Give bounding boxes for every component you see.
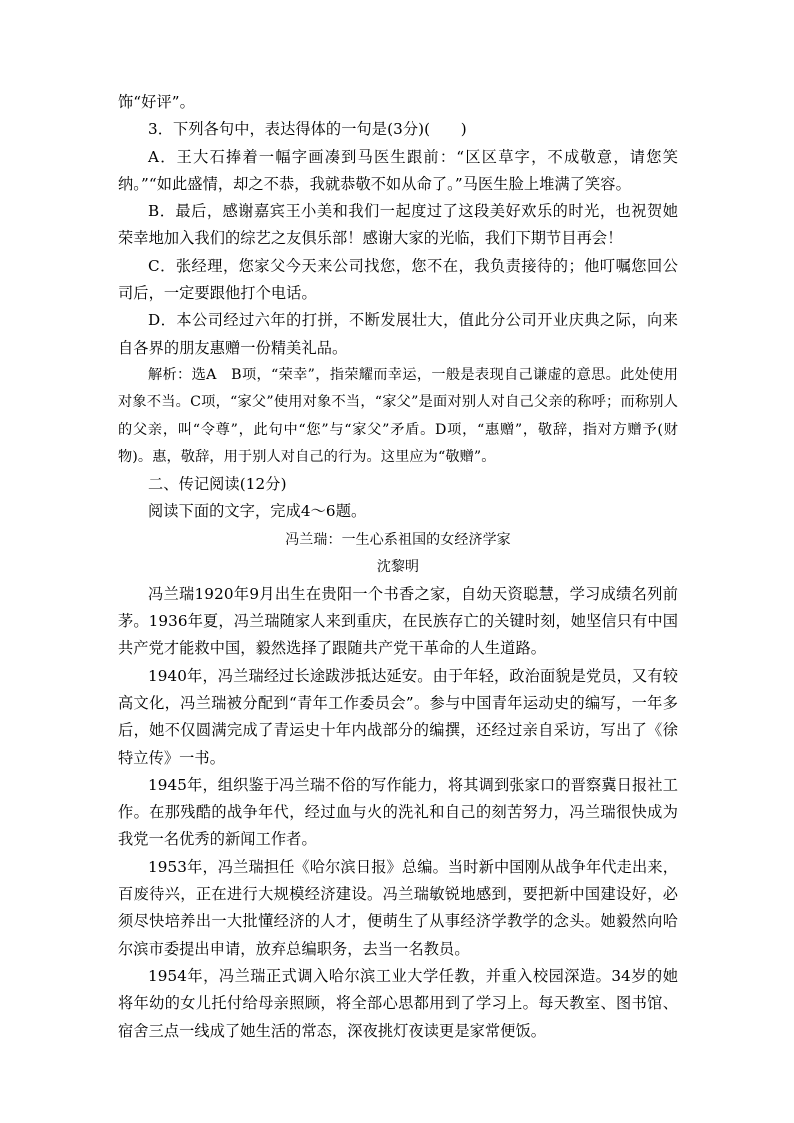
article-title: 冯兰瑞：一生心系祖国的女经济学家 xyxy=(285,531,511,548)
article-paragraph-4: 1953年，冯兰瑞担任《哈尔滨日报》总编。当时新中国刚从战争年代走出来，百废待兴，正在进行大规模经济建设。冯兰瑞敏锐地感到，要把新中国建设好，必须尽快培养出一大批懂经济的人才，便萌生了从事经济学教学的念头。她毅然向哈尔滨市委提出申请，放弃总编职务，去当一名教员。 xyxy=(118,857,678,958)
section-2-instruction: 阅读下面的文字，完成4～6题。 xyxy=(148,502,367,521)
option-b: B．最后，感谢嘉宾王小美和我们一起度过了这段美好欢乐的时光，也祝贺她荣幸地加入我们的综艺之友俱乐部！感谢大家的光临，我们下期节目再会！ xyxy=(118,202,678,248)
continuation-text: 饰“好评”。 xyxy=(118,93,195,111)
article-author: 沈黎明 xyxy=(376,558,420,575)
option-c: C．张经理，您家父今天来公司找您，您不在，我负责接待的；他叮嘱您回公司后，一定要跟他打个电话。 xyxy=(118,256,678,303)
article-paragraph-5: 1954年，冯兰瑞正式调入哈尔滨工业大学任教，并重入校园深造。34岁的她将年幼的女儿托付给母亲照顾，将全部心思都用到了学习上。每天教室、图书馆、宿舍三点一线成了她生活的常态，深夜挑灯夜读更是家常便饭。 xyxy=(118,966,678,1040)
article-paragraph-2: 1940年，冯兰瑞经过长途跋涉抵达延安。由于年轻，政治面貌是党员，又有较高文化，冯兰瑞被分配到“青年工作委员会”。参与中国青年运动史的编写，一年多后，她不仅圆满完成了青运史十年内战部分的编撰，还经过亲自采访，写出了《徐特立传》一书。 xyxy=(118,666,678,767)
article-paragraph-3: 1945年，组织鉴于冯兰瑞不俗的写作能力，将其调到张家口的晋察冀日报社工作。在那残酷的战争年代，经过血与火的洗礼和自己的刻苦努力，冯兰瑞很快成为我党一名优秀的新闻工作者。 xyxy=(118,775,678,849)
question-3-stem: 3．下列各句中，表达得体的一句是(3分)( ) xyxy=(148,120,467,139)
document-page xyxy=(118,89,678,1045)
option-a: A．王大石捧着一幅字画凑到马医生跟前：“区区草字，不成敬意，请您笑纳。”“如此盛情，却之不恭，我就恭敬不如从命了。”马医生脸上堆满了笑容。 xyxy=(118,147,678,193)
section-2-heading: 二、传记阅读(12分) xyxy=(148,475,287,494)
solution-text: 解析：选A B项，“荣幸”，指荣耀而幸运，一般是表现自己谦虚的意思。此处使用对象不当。C项，“家父”使用对象不当，“家父”是面对别人对自己父亲的称呼；而称别人的父亲，叫“令尊”，此句中“您”与“家父”矛盾。D项，“惠赠”，敬辞，指对方赠予(财物)。惠，敬辞，用于别人对自己的行为。这里应为“敬赠”。 xyxy=(118,366,678,465)
article-paragraph-1: 冯兰瑞1920年9月出生在贵阳一个书香之家，自幼天资聪慧，学习成绩名列前茅。1936年夏，冯兰瑞随家人来到重庆，在民族存亡的关键时刻，她坚信只有中国共产党才能救中国，毅然选择了跟随共产党干革命的人生道路。 xyxy=(118,584,678,658)
option-d: D．本公司经过六年的打拼，不断发展壮大，值此分公司开业庆典之际，向来自各界的朋友惠赠一份精美礼品。 xyxy=(118,311,678,357)
